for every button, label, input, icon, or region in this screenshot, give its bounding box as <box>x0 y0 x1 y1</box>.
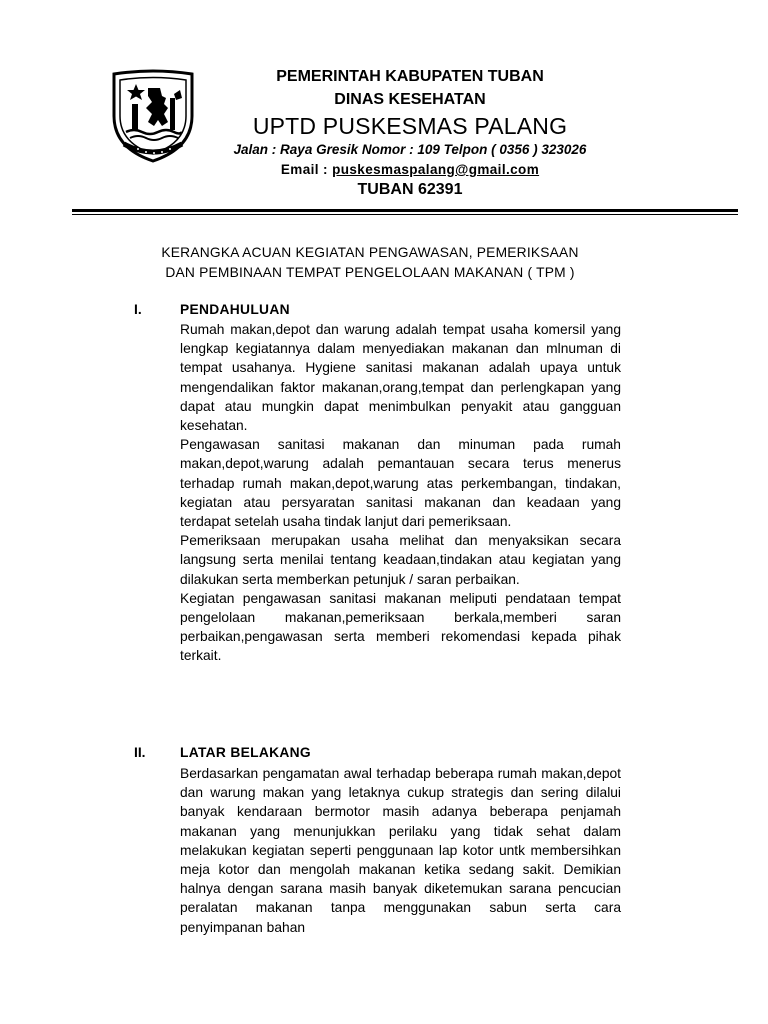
paragraph: Pemeriksaan merupakan usaha melihat dan menyaksikan secara langsung serta menilai tentang keadaan,tindakan atau kegiatan yang dilakukan serta memberkan petunjuk / saran perbaikan. <box>180 533 621 587</box>
document-title-line-1: KERANGKA ACUAN KEGIATAN PENGAWASAN, PEMERIKSAAN <box>161 245 579 260</box>
section-number: II. <box>134 745 146 760</box>
document-title-line-2: DAN PEMBINAAN TEMPAT PENGELOLAAN MAKANAN ( TPM ) <box>165 265 575 280</box>
email-label: Email : <box>280 162 333 177</box>
section-heading: PENDAHULUAN <box>180 302 290 317</box>
document-title <box>110 243 630 283</box>
paragraph: Berdasarkan pengamatan awal terhadap beberapa rumah makan,depot dan warung makan yang letaknya cukup strategis dan sering dilalui banyak kendaraan bermotor masih adanya beberapa penjamah makanan yang menunjukkan perilaku yang tidak sehat dalam melakukan kegiatan seperti penggunaan lap kotor untk membersihkan meja kotor dan mengolah makanan ketika sedang sakit. Demikian halnya dengan sarana masih banyak diketemukan sarana pencucian peralatan makanan tanpa menggunakan sabun serta cara penyimpanan bahan <box>180 766 621 935</box>
department-name: DINAS KESEHATAN <box>334 91 486 108</box>
section-body <box>180 764 621 937</box>
email-line <box>175 162 645 177</box>
letterhead <box>0 0 768 220</box>
email-link[interactable]: puskesmaspalang@gmail.com <box>332 162 540 177</box>
letterhead-divider-thin <box>72 214 738 215</box>
city-postcode: TUBAN 62391 <box>357 181 463 198</box>
section-body <box>180 320 621 666</box>
section-heading: LATAR BELAKANG <box>180 745 311 760</box>
government-name: PEMERINTAH KABUPATEN TUBAN <box>276 68 544 85</box>
paragraph: Pengawasan sanitasi makanan dan minuman pada rumah makan,depot,warung adalah pemantauan secara terus menerus terhadap rumah makan,depot,warung atas perkembangan, tindakan, kegiatan atau persyaratan sanitasi makanan dan keadaan yang terdapat setelah usaha tindak lanjut dari pemeriksaan. <box>180 437 621 530</box>
letterhead-divider <box>72 209 738 212</box>
section-number: I. <box>134 302 142 317</box>
address-line: Jalan : Raya Gresik Nomor : 109 Telpon ( 0356 ) 323026 <box>233 142 587 157</box>
paragraph: Rumah makan,depot dan warung adalah tempat usaha komersil yang lengkap kegiatannya dalam menyediakan makanan dan mlnuman di tempat usahanya. Hygiene sanitasi makanan adalah upaya untuk mengendalikan faktor makanan,orang,tempat dan perlengkapan yang dapat atau mungkin dapat menimbulkan penyakit atau gangguan kesehatan. <box>180 322 621 434</box>
paragraph: Kegiatan pengawasan sanitasi makanan meliputi pendataan tempat pengelolaan makanan,pemeriksaan berkala,memberi saran perbaikan,pengawasan serta memberi rekomendasi kepada pihak terkait. <box>180 590 621 664</box>
institution-name: UPTD PUSKESMAS PALANG <box>252 113 568 139</box>
